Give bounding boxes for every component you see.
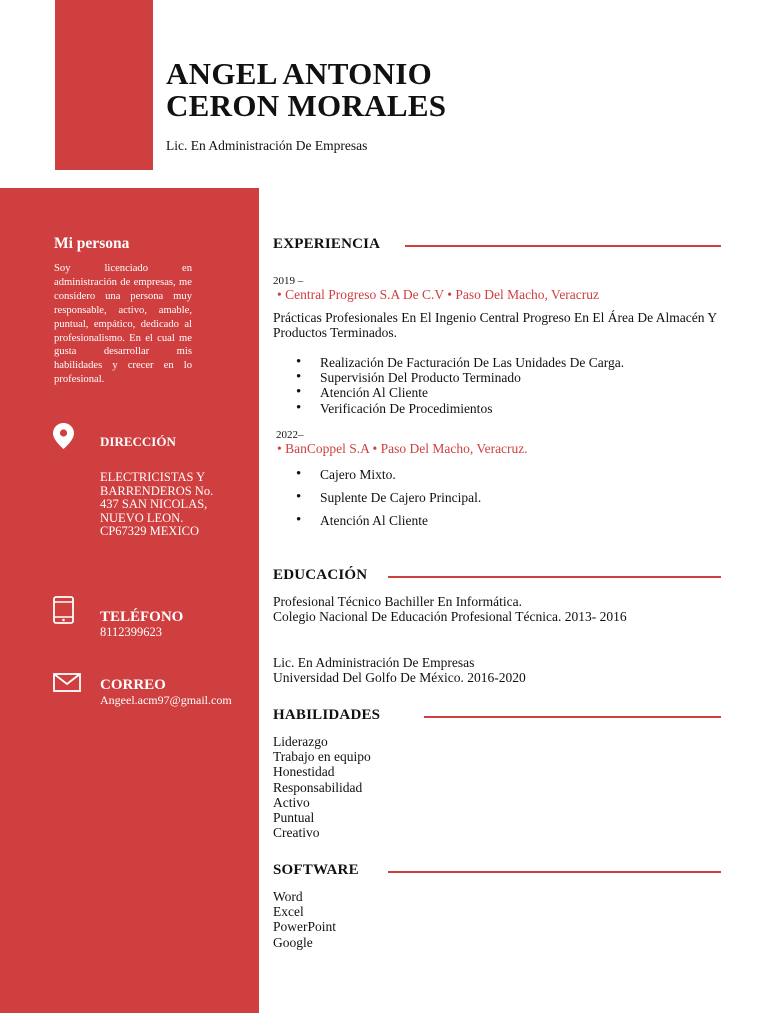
list-item: Responsabilidad — [273, 779, 363, 795]
job2-date: 2022– — [276, 429, 304, 441]
location-pin-icon — [53, 423, 74, 449]
education-divider — [388, 576, 721, 578]
list-item: Trabajo en equipo — [273, 749, 371, 765]
job2-company: • BanCoppel S.A • Paso Del Macho, Veracruz. — [277, 441, 528, 456]
name-line-1: ANGEL ANTONIO — [166, 56, 433, 91]
software-list — [273, 889, 336, 950]
list-item: Excel — [273, 904, 304, 920]
list-item: • Realización De Facturación De Las Unidades De Carga. — [296, 355, 624, 370]
job1-date: 2019 – — [273, 275, 304, 287]
email-value[interactable]: Angeel.acm97@gmail.com — [100, 693, 232, 707]
list-item: Puntual — [273, 810, 315, 826]
list-item: Honestidad — [273, 764, 335, 780]
phone-value[interactable]: 8112399623 — [100, 625, 163, 639]
education-entry-2-line-2: Universidad Del Golfo De México. 2016-2020 — [273, 670, 526, 685]
list-item: Word — [273, 889, 303, 904]
job1-tasks — [296, 355, 624, 416]
education-title: EDUCACIÓN — [273, 567, 368, 583]
list-item: Google — [273, 934, 313, 950]
software-section-header — [273, 862, 721, 882]
experience-section-header — [273, 236, 721, 256]
mail-icon — [53, 673, 81, 692]
list-item: • Supervisión Del Producto Terminado — [296, 370, 624, 385]
list-item: • Atención Al Cliente — [296, 385, 624, 400]
header-accent-block — [55, 0, 153, 170]
about-title: Mi persona — [54, 235, 130, 252]
skills-title: HABILIDADES — [273, 707, 381, 723]
education-entry-1-line-1: Profesional Técnico Bachiller En Informática. — [273, 594, 523, 609]
about-text: Soy licenciado en administración de empresas, me considero una persona muy responsable, activo, amable, puntual, empático, dedicado al profesionalismo. En el cual me gusta desarrollar mis habilidades y crecer en lo profesional. — [54, 263, 192, 386]
job1-description: Prácticas Profesionales En El Ingenio Central Progreso En El Área De Almacén Y Productos Terminados. — [273, 310, 717, 340]
candidate-name — [166, 58, 446, 122]
experience-title: EXPERIENCIA — [273, 236, 381, 252]
email-label: CORREO — [100, 677, 166, 693]
phone-label: TELÉFONO — [100, 609, 184, 625]
address-value: ELECTRICISTAS Y BARRENDEROS No. 437 SAN NICOLAS, NUEVO LEON. CP67329 MEXICO — [100, 470, 214, 538]
list-item: • Atención Al Cliente — [296, 509, 481, 532]
name-line-2: CERON MORALES — [166, 88, 447, 123]
job1-company: • Central Progreso S.A De C.V • Paso Del Macho, Veracruz — [277, 287, 600, 302]
list-item: Creativo — [273, 825, 320, 841]
address-label: DIRECCIÓN — [100, 434, 176, 449]
list-item: • Cajero Mixto. — [296, 463, 481, 486]
software-title: SOFTWARE — [273, 862, 359, 878]
list-item: • Verificación De Procedimientos — [296, 401, 624, 416]
candidate-title: Lic. En Administración De Empresas — [166, 138, 368, 153]
list-item: PowerPoint — [273, 919, 337, 935]
list-item: Liderazgo — [273, 734, 328, 749]
job2-tasks — [296, 463, 481, 532]
education-entry-1-line-2: Colegio Nacional De Educación Profesional Técnica. 2013- 2016 — [273, 609, 627, 624]
software-divider — [388, 871, 721, 873]
skills-divider — [424, 716, 721, 718]
education-section-header — [273, 567, 721, 587]
education-entry-2-line-1: Lic. En Administración De Empresas — [273, 655, 475, 670]
skills-list — [273, 734, 371, 840]
experience-divider — [405, 245, 721, 247]
skills-section-header — [273, 707, 721, 727]
sidebar — [0, 188, 259, 1013]
phone-icon — [53, 596, 74, 624]
list-item: • Suplente De Cajero Principal. — [296, 486, 481, 509]
list-item: Activo — [273, 794, 310, 810]
